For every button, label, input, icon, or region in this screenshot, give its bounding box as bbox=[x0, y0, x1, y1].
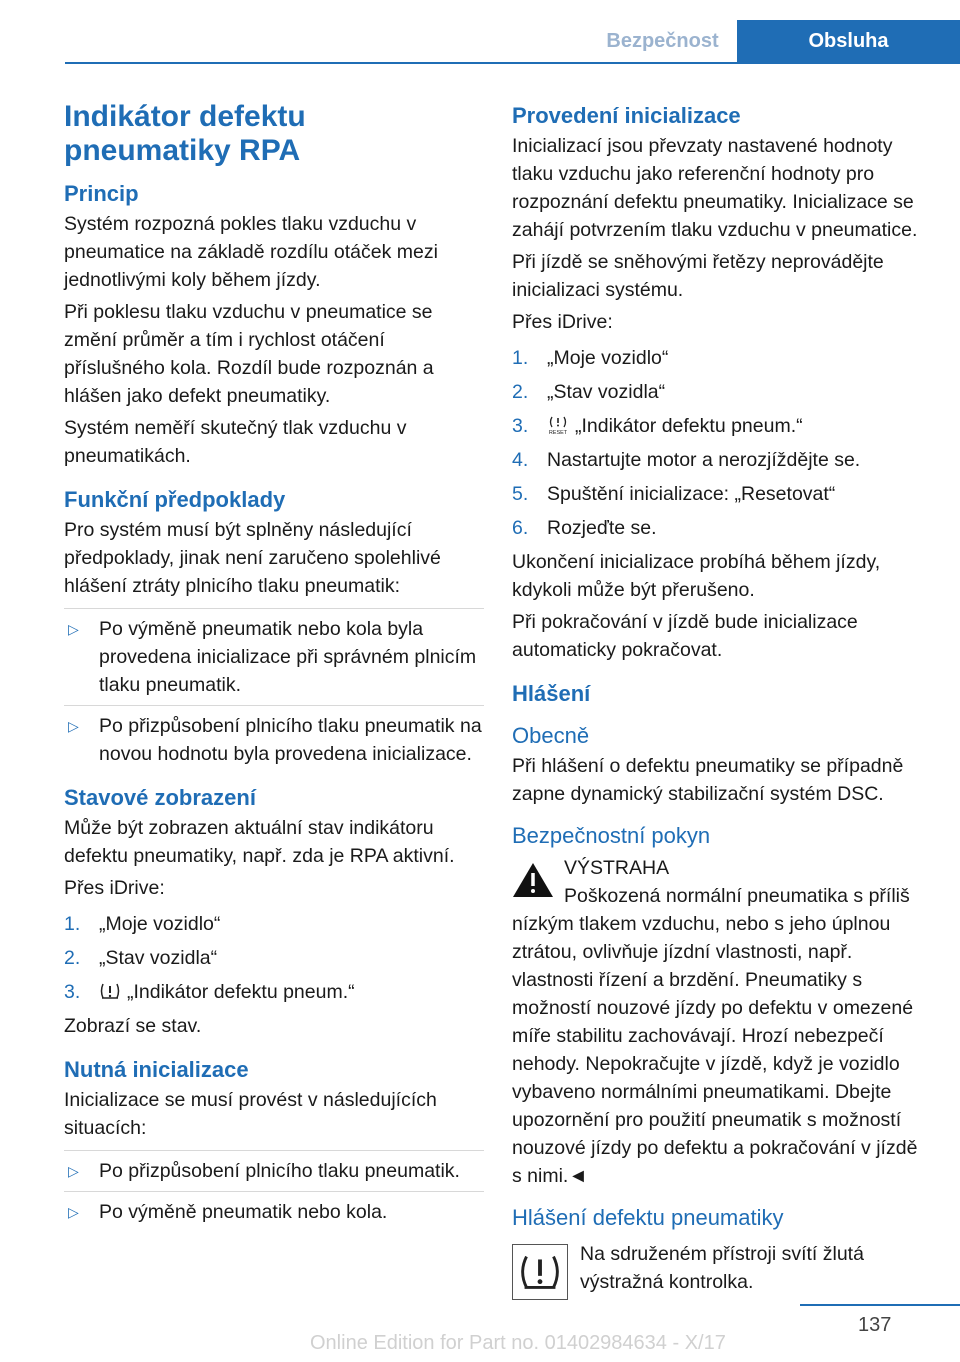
provedeni-steps bbox=[512, 344, 930, 542]
warning-label: VÝSTRAHA bbox=[564, 857, 670, 879]
provedeni-paragraph-5: Při pokračování v jízdě bude inicializace automaticky pokračovat. bbox=[512, 611, 858, 661]
stav-paragraph: Může být zobrazen aktuální stav indikátoru defektu pneumatiky, např. zda je RPA aktivní. bbox=[64, 817, 455, 867]
heading-funkcni-predpoklady: Funkční předpoklady bbox=[64, 487, 286, 512]
princip-paragraph-1: Systém rozpozná pokles tlaku vzduchu v pneumatice na základě rozdílu otáček mezi jednotlivými koly během jízdy. bbox=[64, 213, 438, 291]
bullet-triangle-icon: ▷ bbox=[68, 1204, 79, 1220]
heading-nutna-inicializace: Nutná inicializace bbox=[64, 1057, 249, 1082]
step-item: 1. „Moje vozidlo“ bbox=[64, 913, 221, 935]
heading-princip: Princip bbox=[64, 181, 139, 206]
header-tab-bezpecnost[interactable]: Bezpečnost bbox=[606, 29, 719, 52]
step-item: 2. „Stav vozidla“ bbox=[64, 947, 218, 969]
step-text: Rozjeďte se. bbox=[547, 517, 657, 539]
list-item-text: Po výměně pneumatik nebo kola. bbox=[99, 1201, 388, 1223]
provedeni-idrive-label: Přes iDrive: bbox=[512, 311, 613, 333]
step-text: „Stav vozidla“ bbox=[547, 381, 666, 403]
list-item bbox=[64, 1150, 484, 1185]
step-text: „Moje vozidlo“ bbox=[547, 347, 669, 369]
list-item-text: Po výměně pneumatik nebo kola byla provedena inicializace při správném plnicím tlaku pneumatik. bbox=[99, 618, 477, 696]
list-item-text: Po přizpůsobení plnicího tlaku pneumatik. bbox=[99, 1160, 460, 1182]
tpms-warning-icon bbox=[99, 981, 121, 1001]
stav-steps bbox=[64, 910, 484, 1006]
step-item: 3. „Indikátor defektu pneum.“ bbox=[64, 981, 355, 1003]
stav-after: Zobrazí se stav. bbox=[64, 1015, 202, 1037]
list-item bbox=[64, 705, 484, 768]
step-text: „Stav vozidla“ bbox=[99, 947, 218, 969]
bullet-triangle-icon: ▷ bbox=[68, 1163, 79, 1179]
bullet-triangle-icon: ▷ bbox=[68, 621, 79, 637]
list-item bbox=[64, 1191, 484, 1226]
heading-obecne: Obecně bbox=[512, 723, 590, 748]
page-number: 137 bbox=[858, 1314, 892, 1336]
princip-paragraph-2: Při poklesu tlaku vzduchu v pneumatice se změní průměr a tím i rychlost otáčení příslušného kola. Rozdíl bude rozpoznán a hlášen jako defekt pneumatiky. bbox=[64, 301, 434, 407]
step-item: 3. RESET „Indikátor defektu pneum.“ bbox=[512, 415, 803, 437]
nutna-list bbox=[64, 1150, 484, 1226]
tpms-reset-icon bbox=[547, 415, 569, 435]
predpoklady-list bbox=[64, 608, 484, 768]
left-column bbox=[64, 100, 484, 1232]
step-text: Nastartujte motor a nerozjíždějte se. bbox=[547, 449, 861, 471]
tpms-indicator-row bbox=[512, 1240, 930, 1302]
provedeni-paragraph-4: Ukončení inicializace probíhá během jízdy, kdykoli může být přerušeno. bbox=[512, 551, 881, 601]
heading-stavove-zobrazeni: Stavové zobrazení bbox=[64, 785, 256, 810]
title-line-2: pneumatiky RPA bbox=[64, 134, 301, 167]
predpoklady-paragraph: Pro systém musí být splněny následující předpoklady, jinak není zaručeno spolehlivé hlášení ztráty plnicího tlaku pneumatik: bbox=[64, 519, 441, 597]
step-item: 4. Nastartujte motor a nerozjíždějte se. bbox=[512, 449, 861, 471]
svg-text:RESET: RESET bbox=[548, 430, 568, 435]
bullet-triangle-icon: ▷ bbox=[68, 718, 79, 734]
warning-body bbox=[512, 882, 930, 1190]
tpms-indicator-text: Na sdruženém přístroji svítí žlutá výstražná kontrolka. bbox=[580, 1243, 864, 1293]
nutna-paragraph: Inicializace se musí provést v následujících situacích: bbox=[64, 1089, 437, 1139]
step-item: 6. Rozjeďte se. bbox=[512, 517, 657, 539]
step-item: 2. „Stav vozidla“ bbox=[512, 381, 666, 403]
step-text: „Indikátor defektu pneum.“ bbox=[575, 415, 803, 437]
step-text: Spuštění inicializace: „Resetovat“ bbox=[547, 483, 836, 505]
step-item: 1. „Moje vozidlo“ bbox=[512, 347, 669, 369]
warning-triangle-icon bbox=[512, 862, 554, 898]
heading-provedeni-inicializace: Provedení inicializace bbox=[512, 103, 741, 128]
list-item bbox=[64, 608, 484, 699]
step-text: „Indikátor defektu pneum.“ bbox=[127, 981, 355, 1003]
heading-hlaseni-defektu: Hlášení defektu pneumatiky bbox=[512, 1205, 784, 1230]
stav-idrive-label: Přes iDrive: bbox=[64, 877, 165, 899]
obecne-paragraph: Při hlášení o defektu pneumatiky se případně zapne dynamický stabilizační systém DSC. bbox=[512, 755, 904, 805]
provedeni-paragraph-1: Inicializací jsou převzaty nastavené hodnoty tlaku vzduchu jako referenční hodnoty pro rozpoznání defektu pneumatiky. Inicializace se zahájí potvrzením tlaku vzduchu v pneumatice. bbox=[512, 135, 918, 241]
footer-edition: Online Edition for Part no. 01402984634 - X/17 bbox=[310, 1332, 726, 1354]
warning-text: Poškozená normální pneumatika s příliš nízkým tlakem vzduchu, nebo s jeho úplnou ztrátou, ovlivňuje jízdní vlastnosti, např. vlastnosti řízení a brzdění. Pneumatiky s možností nouzové jízdy po defektu v omezené míře stabilitu zachovávají. Hrozí nebezpečí nehody. Nepokračujte v jízdě, když je vozidlo vybaveno normálními pneumatikami. Dbejte upozornění pro použití pneumatik s možností nouzové jízdy po defektu a pokračování v jízdě s nimi.◄ bbox=[512, 885, 918, 1187]
provedeni-paragraph-2: Při jízdě se sněhovými řetězy neprovádějte inicializaci systému. bbox=[512, 251, 884, 301]
title-line-1: Indikátor defektu bbox=[64, 100, 306, 133]
list-item-text: Po přizpůsobení plnicího tlaku pneumatik na novou hodnotu byla provedena inicializace. bbox=[99, 715, 482, 765]
princip-paragraph-3: Systém neměří skutečný tlak vzduchu v pneumatikách. bbox=[64, 417, 407, 467]
step-text: „Moje vozidlo“ bbox=[99, 913, 221, 935]
step-item: 5. Spuštění inicializace: „Resetovat“ bbox=[512, 483, 836, 505]
header-tab-obsluha[interactable]: Obsluha bbox=[737, 20, 960, 62]
heading-hlaseni: Hlášení bbox=[512, 681, 591, 706]
page-title bbox=[64, 100, 484, 168]
warning-block bbox=[512, 854, 930, 1190]
header-divider bbox=[65, 62, 960, 64]
footer-divider bbox=[800, 1304, 960, 1306]
tpms-warning-icon bbox=[512, 1244, 568, 1300]
right-column bbox=[512, 102, 930, 1302]
heading-bezpecnostni-pokyn: Bezpečnostní pokyn bbox=[512, 823, 711, 848]
